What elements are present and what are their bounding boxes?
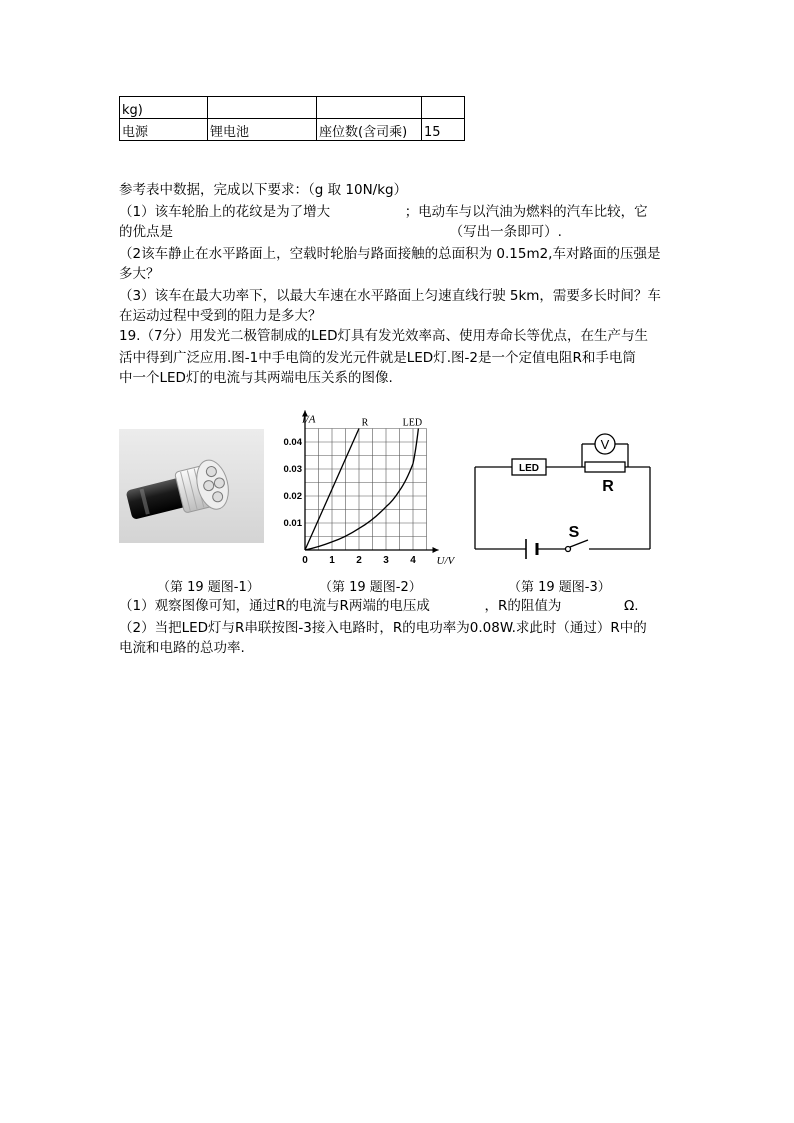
resistor-label: R [602,478,614,495]
y-tick-label: 0.01 [283,518,302,529]
caption-fig3: （第 19 题图-3） [508,580,611,595]
table-cell: 电源 [120,119,208,141]
y-tick-label: 0.02 [283,491,302,502]
caption-fig1: （第 19 题图-1） [157,580,260,595]
question-3b: 在运动过程中受到的阻力是多大？ [119,308,322,324]
x-tick-label: 3 [383,555,389,566]
table-cell: 15 [422,119,465,141]
question-3a: （3）该车在最大功率下，以最大车速在水平路面上匀速直线行驶 5km，需要多长时间？车 [119,288,661,304]
led-label: LED [519,463,539,474]
intro-text: 参考表中数据，完成以下要求：（g 取 10N/kg） [119,182,408,198]
flashlight-icon [119,429,264,543]
x-tick-label: 1 [329,555,335,566]
y-axis-label: I/A [302,413,316,426]
switch-label: S [568,524,580,541]
series-label: R [361,417,369,429]
caption-fig2: （第 19 题图-2） [319,580,422,595]
iu-chart [280,410,455,575]
table-cell [422,97,465,119]
circuit-diagram [470,430,655,560]
question-1b-start: 的优点是 [119,224,173,240]
problem-19-line1: 19.（7分）用发光二极管制成的LED灯具有发光效率高、使用寿命长等优点，在生产与生 [119,328,649,344]
spec-table [119,96,465,141]
subquestion-1-start: （1）观察图像可知，通过R的电流与R两端的电压成 [119,598,430,614]
problem-19-line2: 活中得到广泛应用.图-1中手电筒的发光元件就是LED灯.图-2是一个定值电阻R和手电筒 [119,350,636,366]
table-cell: 锂电池 [208,119,317,141]
problem-19-line3: 中一个LED灯的电流与其两端电压关系的图像. [119,370,393,386]
switch-terminal [566,547,571,552]
series-line-led [305,429,418,551]
resistor-symbol [585,462,625,472]
subquestion-1-mid: ，R的阻值为 [484,598,562,614]
table-cell [208,97,317,119]
subquestion-2b: 电流和电路的总功率. [119,640,245,656]
question-1a [119,202,648,222]
series-label: LED [402,417,423,429]
question-1b-end: （写出一条即可）. [449,224,562,240]
switch-lever [570,540,588,547]
question-1a-start: （1）该车轮胎上的花纹是为了增大 [119,204,331,220]
subquestion-2a: （2）当把LED灯与R串联按图-3接入电路时，R的电功率为0.08W.求此时（通过）R中的 [119,620,647,636]
question-2a: （2该车静止在水平路面上，空载时轮胎与路面接触的总面积为 0.15m2,车对路面的压强是 [119,246,661,262]
x-tick-label: 4 [410,555,416,566]
x-tick-label: 2 [356,555,362,566]
table-cell: 座位数(含司乘) [317,119,422,141]
table-row [120,119,465,141]
x-axis-arrow [433,547,439,553]
subquestion-1-end: Ω. [623,598,639,614]
table-cell [317,97,422,119]
y-tick-label: 0.04 [283,437,302,448]
voltmeter-label: V [600,437,610,452]
question-1b [119,222,562,242]
x-axis-label: U/V [436,555,455,567]
table-row [120,97,465,119]
flashlight-photo [119,429,264,543]
question-2b: 多大？ [119,266,160,282]
x-tick-label: 0 [302,555,308,566]
table-cell: kg) [120,97,208,119]
subquestion-1 [119,596,639,616]
question-1a-end: ；电动车与以汽油为燃料的汽车比较，它 [404,204,648,220]
y-tick-label: 0.03 [283,464,302,475]
